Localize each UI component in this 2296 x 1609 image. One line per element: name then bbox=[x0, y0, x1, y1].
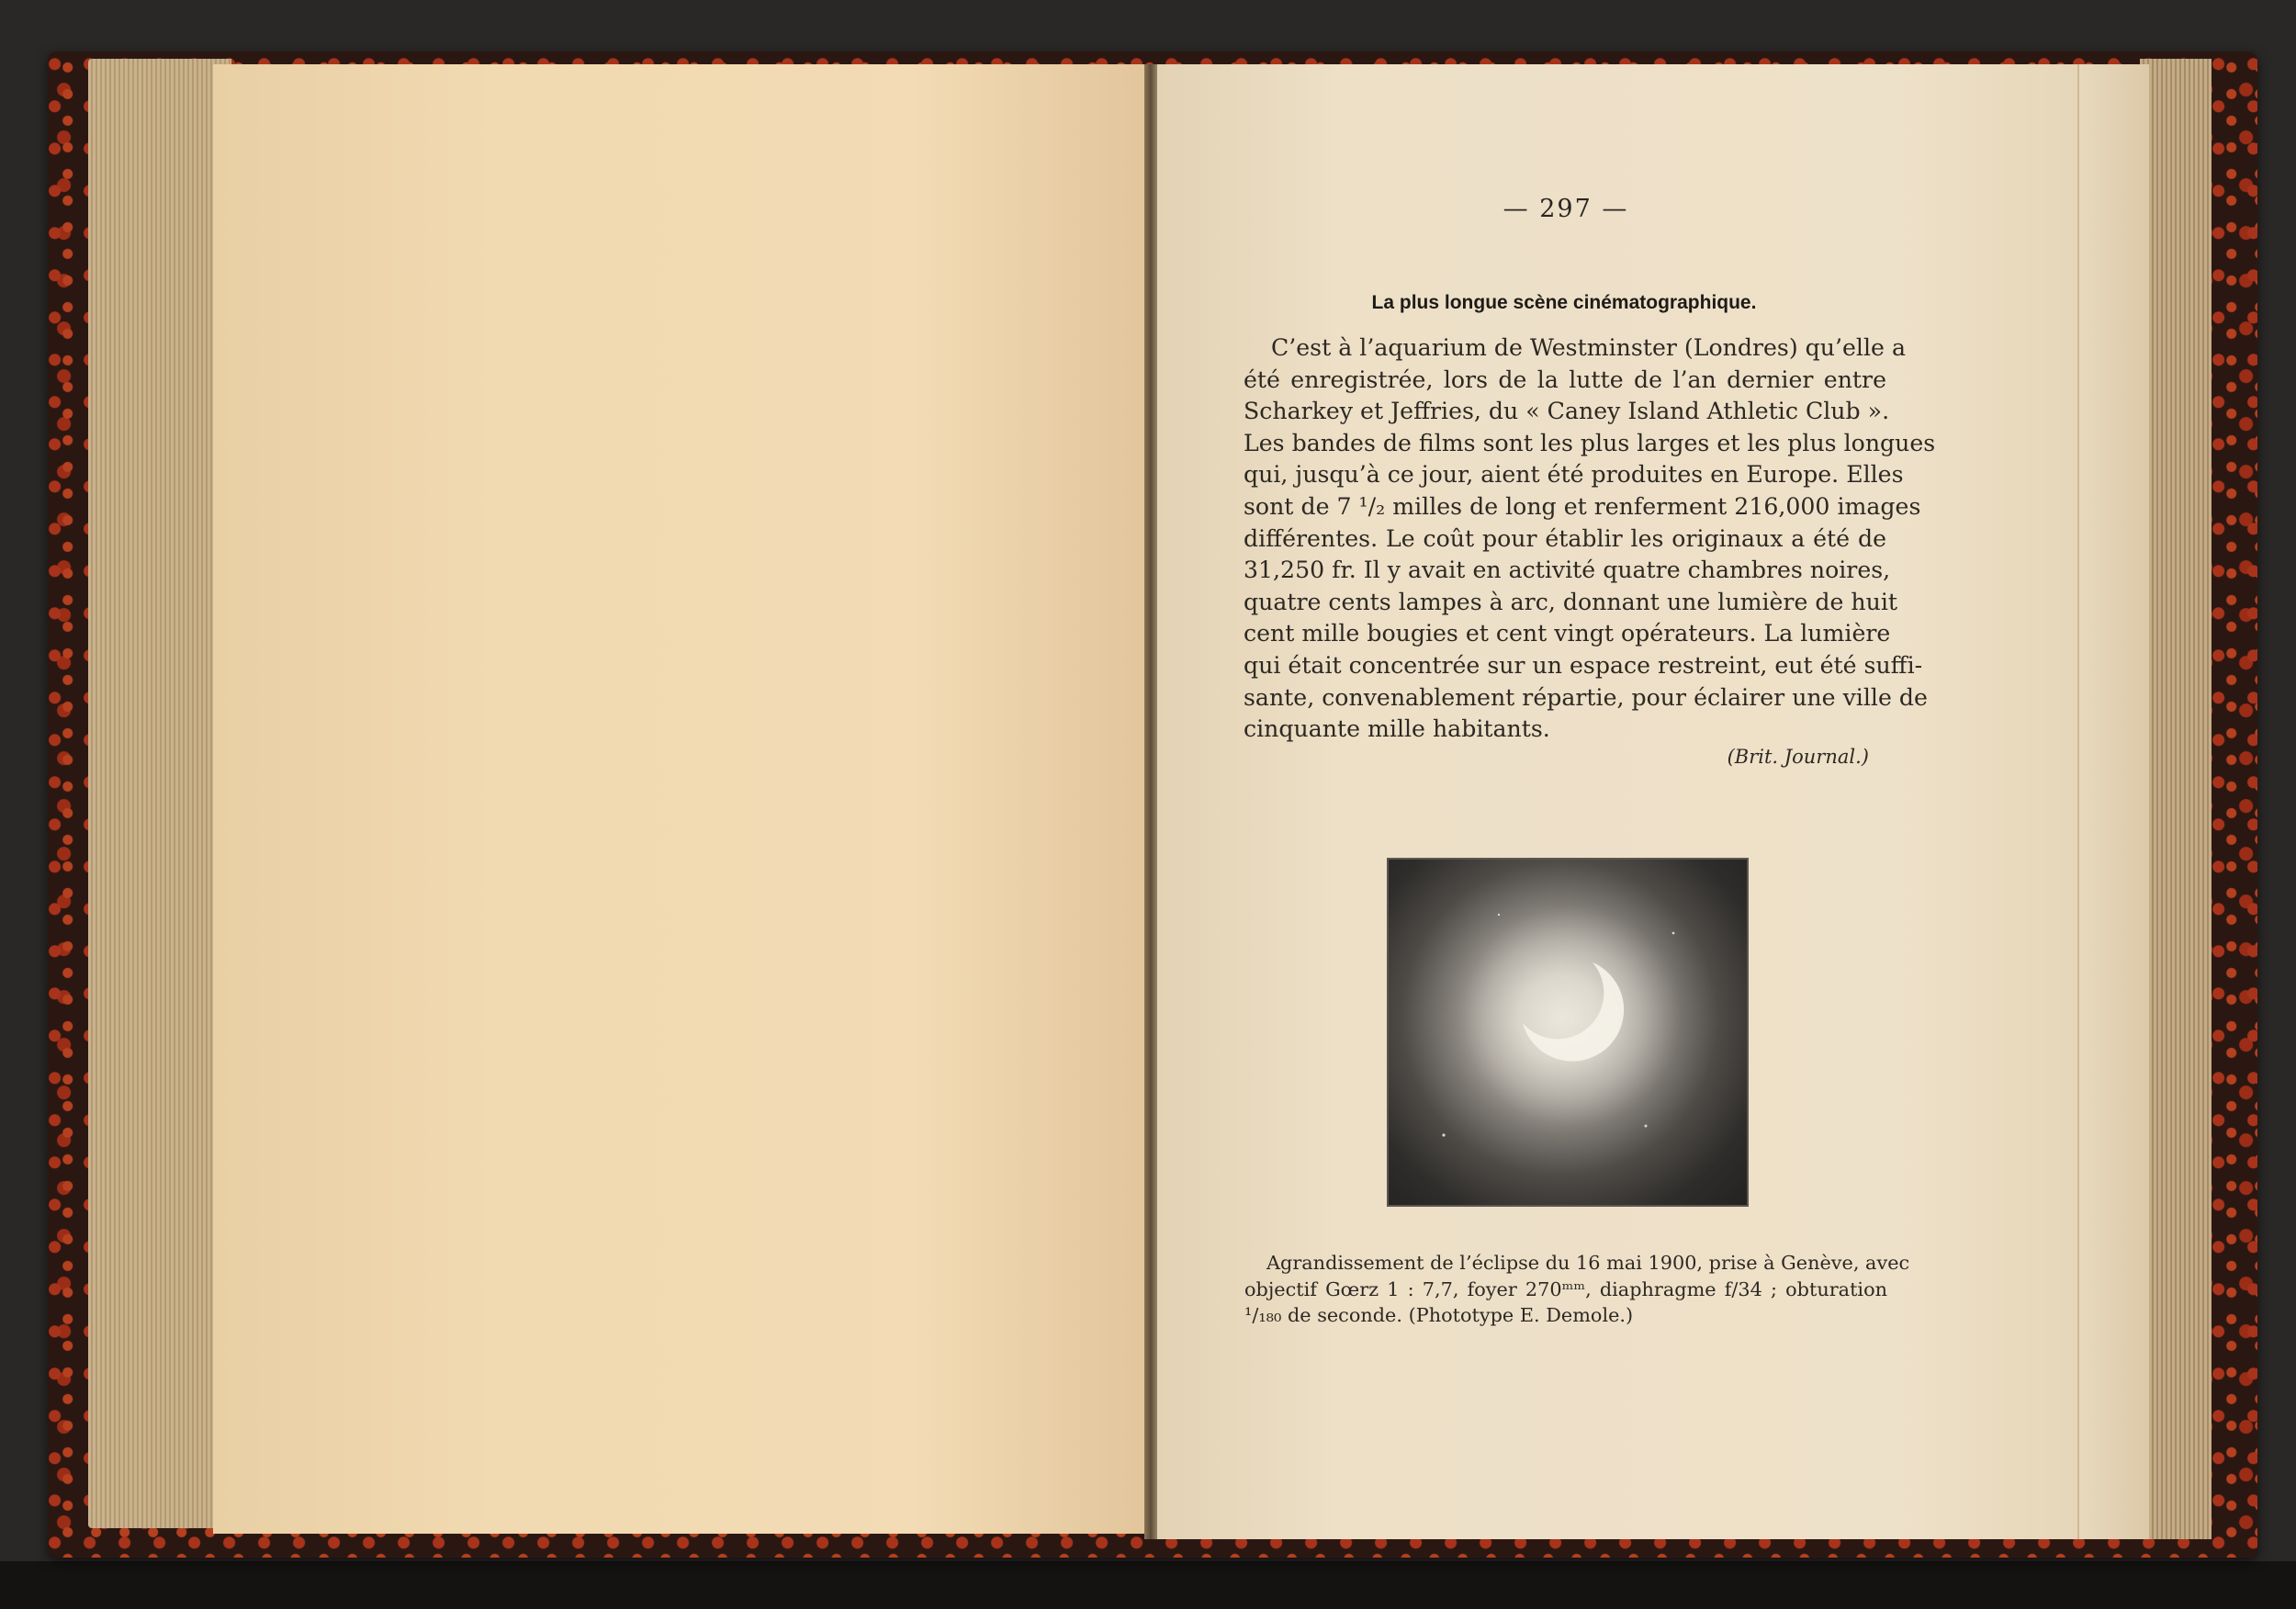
caption-line: objectif Gœrz 1 : 7,7, foyer 270ᵐᵐ, diaphragme f/34 ; obturation bbox=[1244, 1277, 1887, 1300]
eclipse-crescent-icon bbox=[1389, 860, 1747, 1205]
body-line: sont de 7 ¹/₂ milles de long et renferment 216,000 images bbox=[1244, 492, 1921, 520]
body-line: 31,250 fr. Il y avait en activité quatre chambres noires, bbox=[1244, 557, 1891, 584]
left-page-blank bbox=[213, 64, 1148, 1534]
source-citation: (Brit. Journal.) bbox=[1727, 746, 1869, 768]
left-page-stack bbox=[88, 59, 231, 1528]
body-line: sante, convenablement répartie, pour éclairer une ville de bbox=[1244, 683, 1928, 711]
body-line: Les bandes de films sont les plus larges et les plus longues bbox=[1244, 429, 1936, 456]
book-gutter bbox=[1144, 64, 1157, 1539]
body-line: différentes. Le coût pour établir les originaux a été de bbox=[1244, 524, 1886, 552]
body-line: Scharkey et Jeffries, du « Caney Island Athletic Club ». bbox=[1244, 398, 1890, 425]
body-paragraph bbox=[1244, 332, 1936, 746]
figure-caption bbox=[1244, 1250, 1910, 1329]
body-line: quatre cents lampes à arc, donnant une lumière de huit bbox=[1244, 588, 1898, 615]
body-line: cent mille bougies et cent vingt opérateurs. La lumière bbox=[1244, 620, 1891, 647]
caption-line: Agrandissement de l’éclipse du 16 mai 1900, prise à Genève, avec bbox=[1266, 1252, 1910, 1274]
page-number: — 297 — bbox=[1503, 195, 1629, 223]
body-line: qui, jusqu’à ce jour, aient été produites en Europe. Elles bbox=[1244, 461, 1904, 489]
caption-line: ¹/₁₈₀ de seconde. (Phototype E. Demole.) bbox=[1244, 1304, 1634, 1326]
right-page-edge bbox=[2077, 64, 2149, 1539]
body-line: cinquante mille habitants. bbox=[1244, 715, 1550, 743]
background-shadow bbox=[0, 1561, 2296, 1609]
body-line: qui était concentrée sur un espace restreint, eut été suffi- bbox=[1244, 651, 1923, 679]
right-page-stack bbox=[2140, 59, 2212, 1539]
body-line: été enregistrée, lors de la lutte de l’an dernier entre bbox=[1244, 366, 1886, 393]
body-line: C’est à l’aquarium de Westminster (Londres) qu’elle a bbox=[1271, 334, 1906, 361]
eclipse-photograph bbox=[1387, 858, 1749, 1207]
section-heading: La plus longue scène cinématographique. bbox=[1371, 292, 1757, 313]
